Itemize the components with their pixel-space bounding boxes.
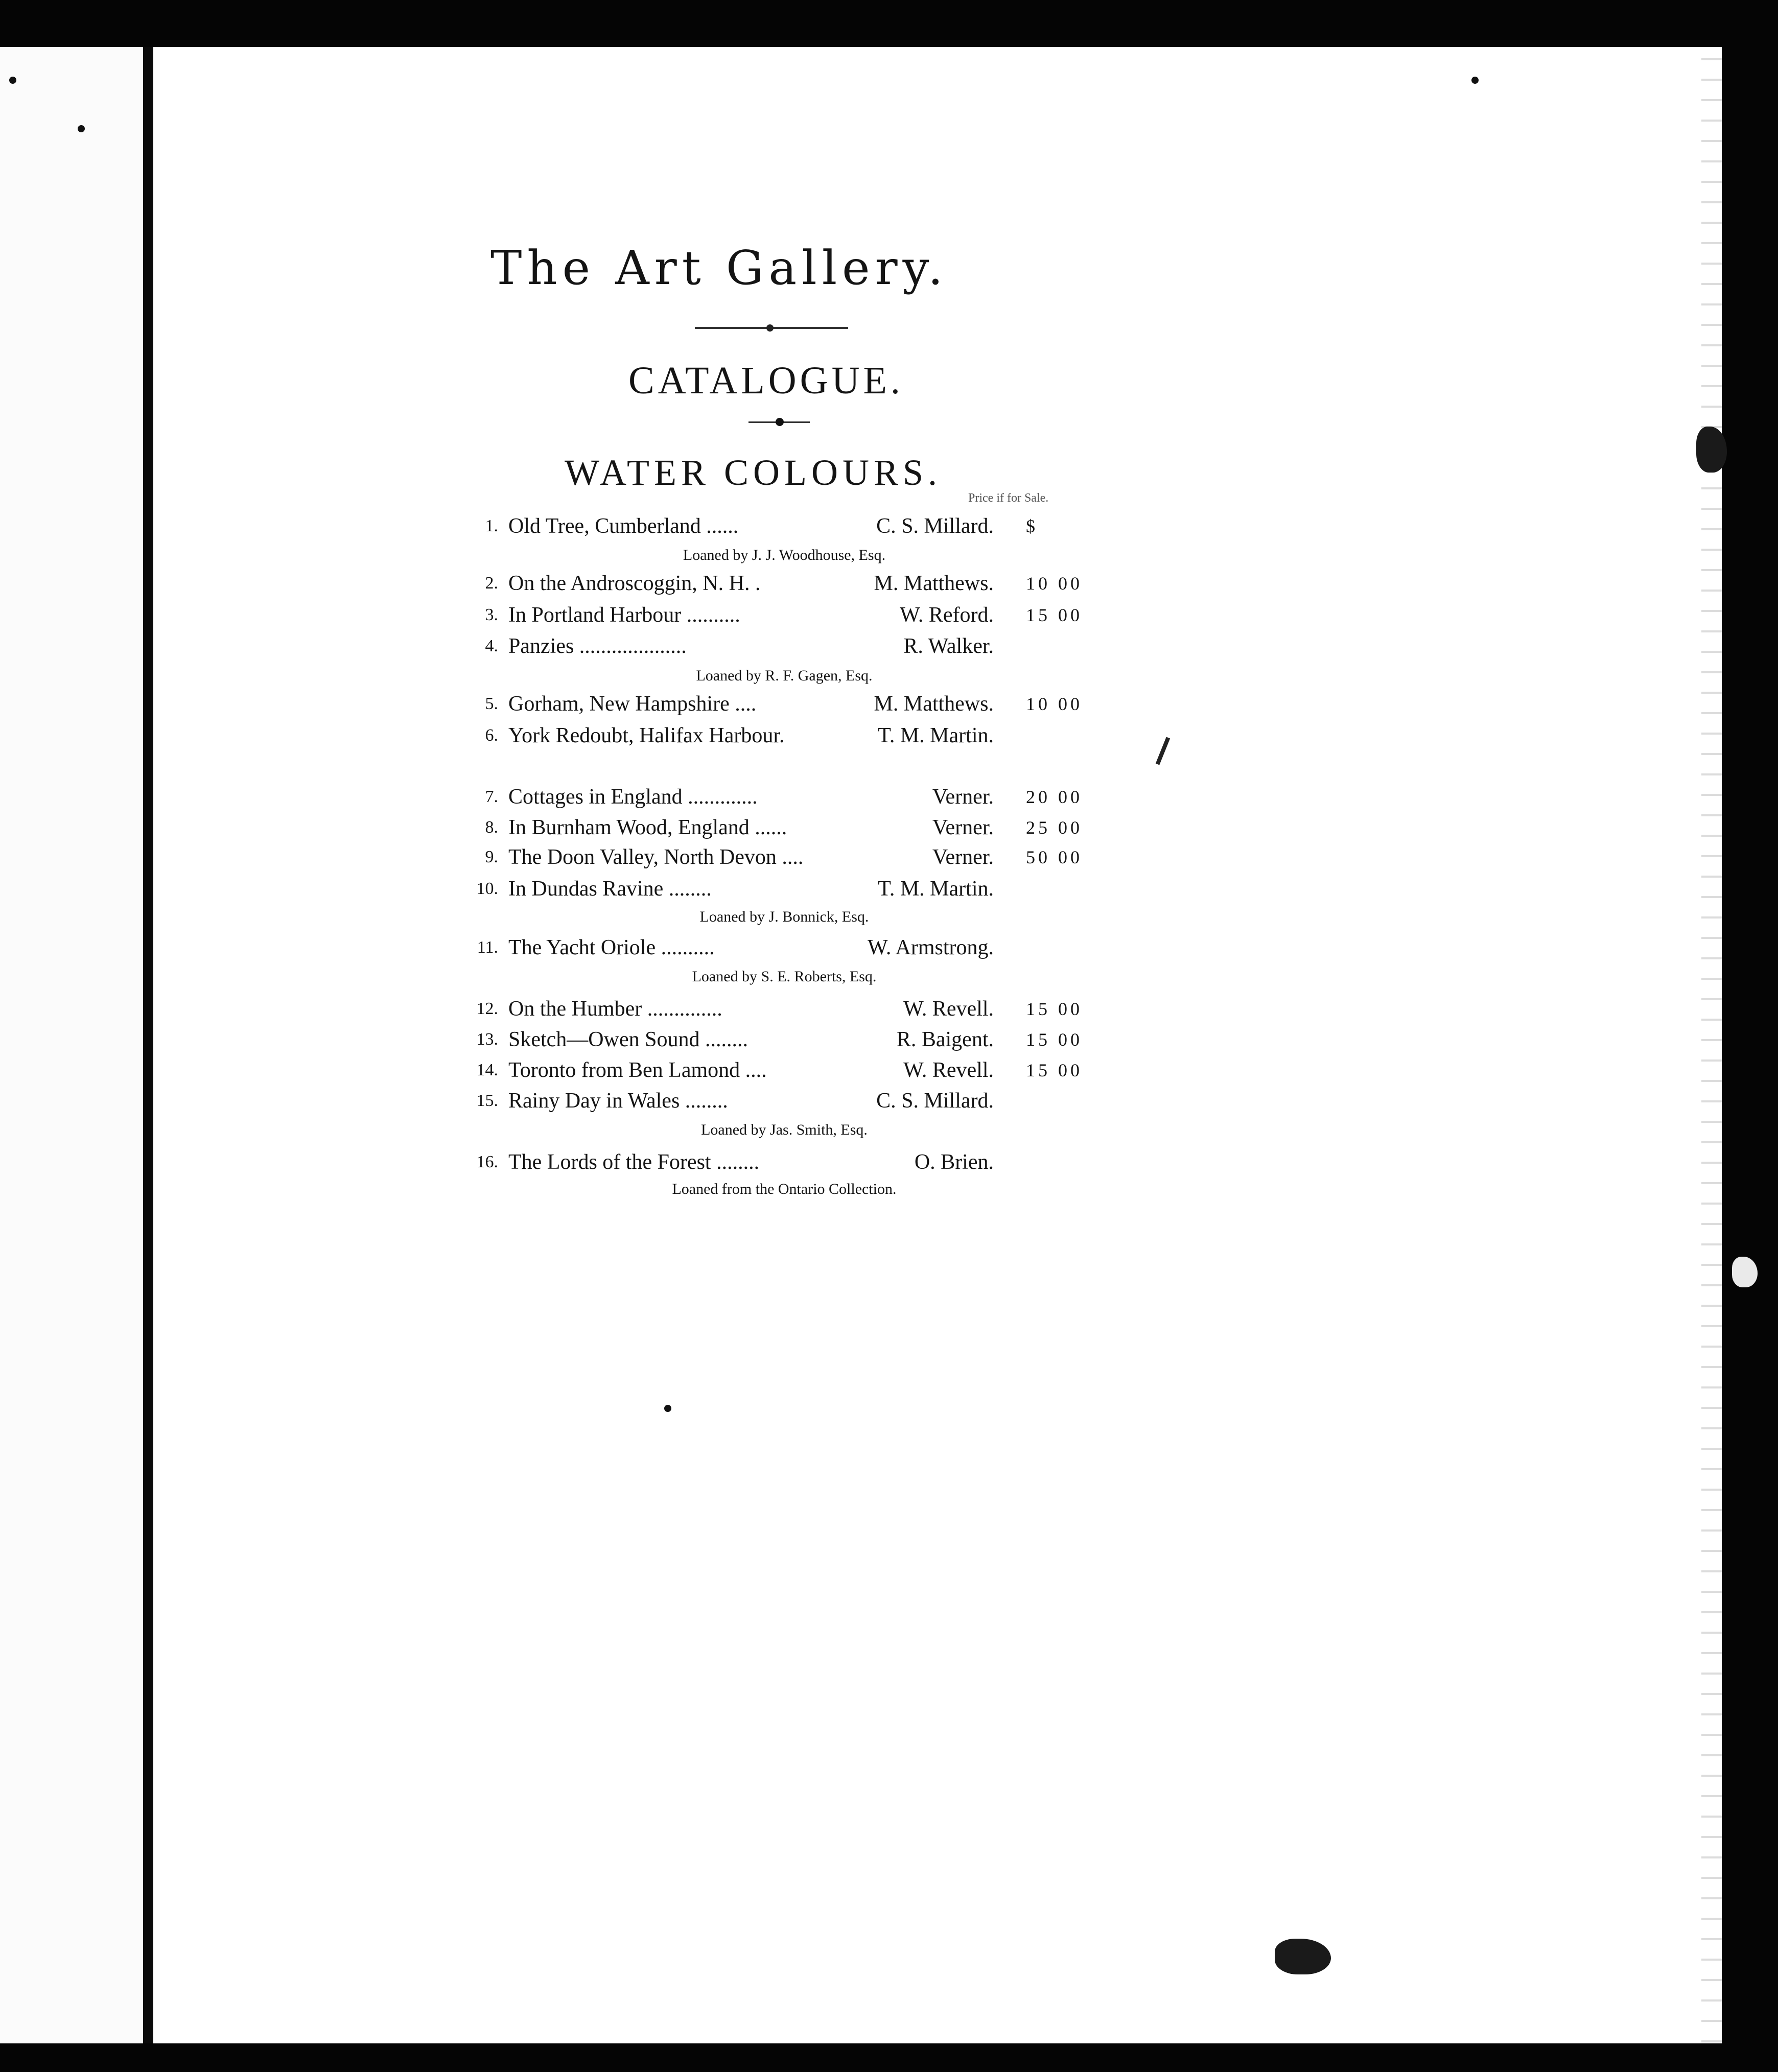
entry-title: The Lords of the Forest ........ xyxy=(508,1150,760,1174)
entry-title: Sketch—Owen Sound ........ xyxy=(508,1028,748,1051)
price-column-header: Price if for Sale. xyxy=(968,491,1049,505)
entry-price: $ xyxy=(1026,516,1038,536)
entry-number: 7. xyxy=(485,787,498,806)
entry-title: In Burnham Wood, England ...... xyxy=(508,816,787,839)
entry-artist: W. Revell. xyxy=(903,997,994,1021)
catalogue-entry xyxy=(460,720,994,751)
entry-number: 14. xyxy=(476,1061,498,1079)
catalogue-entry xyxy=(460,631,994,662)
entry-artist: C. S. Millard. xyxy=(876,1089,994,1113)
entry-price: 15 00 xyxy=(1026,1060,1083,1080)
entry-price: 50 00 xyxy=(1026,847,1083,867)
entry-title: Panzies .................... xyxy=(508,634,687,658)
entry-artist: W. Armstrong. xyxy=(868,936,994,959)
catalogue-entry xyxy=(460,1147,994,1178)
entry-loan-note: Loaned by J. J. Woodhouse, Esq. xyxy=(683,547,886,563)
catalogue-entry xyxy=(460,1055,994,1086)
entry-price: 25 00 xyxy=(1026,817,1083,838)
entry-number: 13. xyxy=(476,1030,498,1049)
entry-artist: T. M. Martin. xyxy=(878,724,994,747)
entry-title: In Dundas Ravine ........ xyxy=(508,877,712,901)
entry-title: On the Humber .............. xyxy=(508,997,722,1021)
entry-number: 6. xyxy=(485,726,498,745)
catalogue-entry xyxy=(460,1086,994,1116)
catalogue-entry xyxy=(460,932,994,963)
section-heading: WATER COLOURS. xyxy=(565,452,942,493)
catalogue-entry xyxy=(460,874,994,904)
catalogue-heading: CATALOGUE. xyxy=(628,359,904,402)
entry-number: 1. xyxy=(485,516,498,535)
entry-artist: Verner. xyxy=(932,816,994,839)
catalogue-entry xyxy=(460,782,994,812)
entry-number: 12. xyxy=(476,999,498,1018)
entry-title: The Doon Valley, North Devon .... xyxy=(508,845,804,869)
entry-loan-note: Loaned by R. F. Gagen, Esq. xyxy=(696,667,873,684)
entry-artist: T. M. Martin. xyxy=(878,877,994,901)
entry-number: 9. xyxy=(485,847,498,866)
entry-number: 15. xyxy=(476,1091,498,1110)
entry-artist: R. Walker. xyxy=(903,634,994,658)
gallery-title: The Art Gallery. xyxy=(490,241,948,295)
entry-title: Toronto from Ben Lamond .... xyxy=(508,1058,767,1082)
entry-number: 10. xyxy=(476,879,498,898)
entry-artist: Verner. xyxy=(932,785,994,809)
catalogue-entry xyxy=(460,812,994,843)
catalogue-entry xyxy=(460,568,994,599)
entry-price: 15 00 xyxy=(1026,999,1083,1019)
entry-title: Rainy Day in Wales ........ xyxy=(508,1089,728,1113)
catalogue-entry xyxy=(460,842,994,873)
entry-artist: C. S. Millard. xyxy=(876,514,994,538)
entry-loan-note: Loaned from the Ontario Collection. xyxy=(672,1181,897,1197)
entry-title: Old Tree, Cumberland ...... xyxy=(508,514,739,538)
entry-title: On the Androscoggin, N. H. . xyxy=(508,572,761,595)
entry-artist: W. Reford. xyxy=(900,603,994,627)
catalogue-entry xyxy=(460,1024,994,1055)
entry-artist: M. Matthews. xyxy=(874,572,994,595)
entry-title: York Redoubt, Halifax Harbour. xyxy=(508,724,785,747)
entry-artist: Verner. xyxy=(932,845,994,869)
entry-artist: O. Brien. xyxy=(914,1150,994,1174)
entry-price: 15 00 xyxy=(1026,605,1083,625)
catalogue-entry xyxy=(460,600,994,630)
entry-number: 2. xyxy=(485,574,498,593)
entry-price: 10 00 xyxy=(1026,694,1083,714)
entry-number: 8. xyxy=(485,818,498,837)
entry-number: 11. xyxy=(477,938,498,957)
entry-artist: W. Revell. xyxy=(903,1058,994,1082)
entry-price: 15 00 xyxy=(1026,1029,1083,1050)
catalogue-entry xyxy=(460,994,994,1024)
entry-title: Gorham, New Hampshire .... xyxy=(508,692,757,716)
entry-loan-note: Loaned by S. E. Roberts, Esq. xyxy=(692,968,877,985)
entry-title: In Portland Harbour .......... xyxy=(508,603,740,627)
entry-loan-note: Loaned by Jas. Smith, Esq. xyxy=(701,1121,868,1138)
entry-number: 3. xyxy=(485,605,498,624)
entry-number: 5. xyxy=(485,694,498,713)
entry-loan-note: Loaned by J. Bonnick, Esq. xyxy=(699,908,869,925)
entry-artist: M. Matthews. xyxy=(874,692,994,716)
entry-number: 16. xyxy=(476,1152,498,1171)
catalogue-entry xyxy=(460,689,994,719)
entry-price: 20 00 xyxy=(1026,787,1083,807)
entry-title: The Yacht Oriole .......... xyxy=(508,936,715,959)
catalogue-entry xyxy=(460,511,994,541)
entry-title: Cottages in England ............. xyxy=(508,785,758,809)
entry-price: 10 00 xyxy=(1026,573,1083,594)
entry-number: 4. xyxy=(485,637,498,655)
entry-artist: R. Baigent. xyxy=(896,1028,994,1051)
